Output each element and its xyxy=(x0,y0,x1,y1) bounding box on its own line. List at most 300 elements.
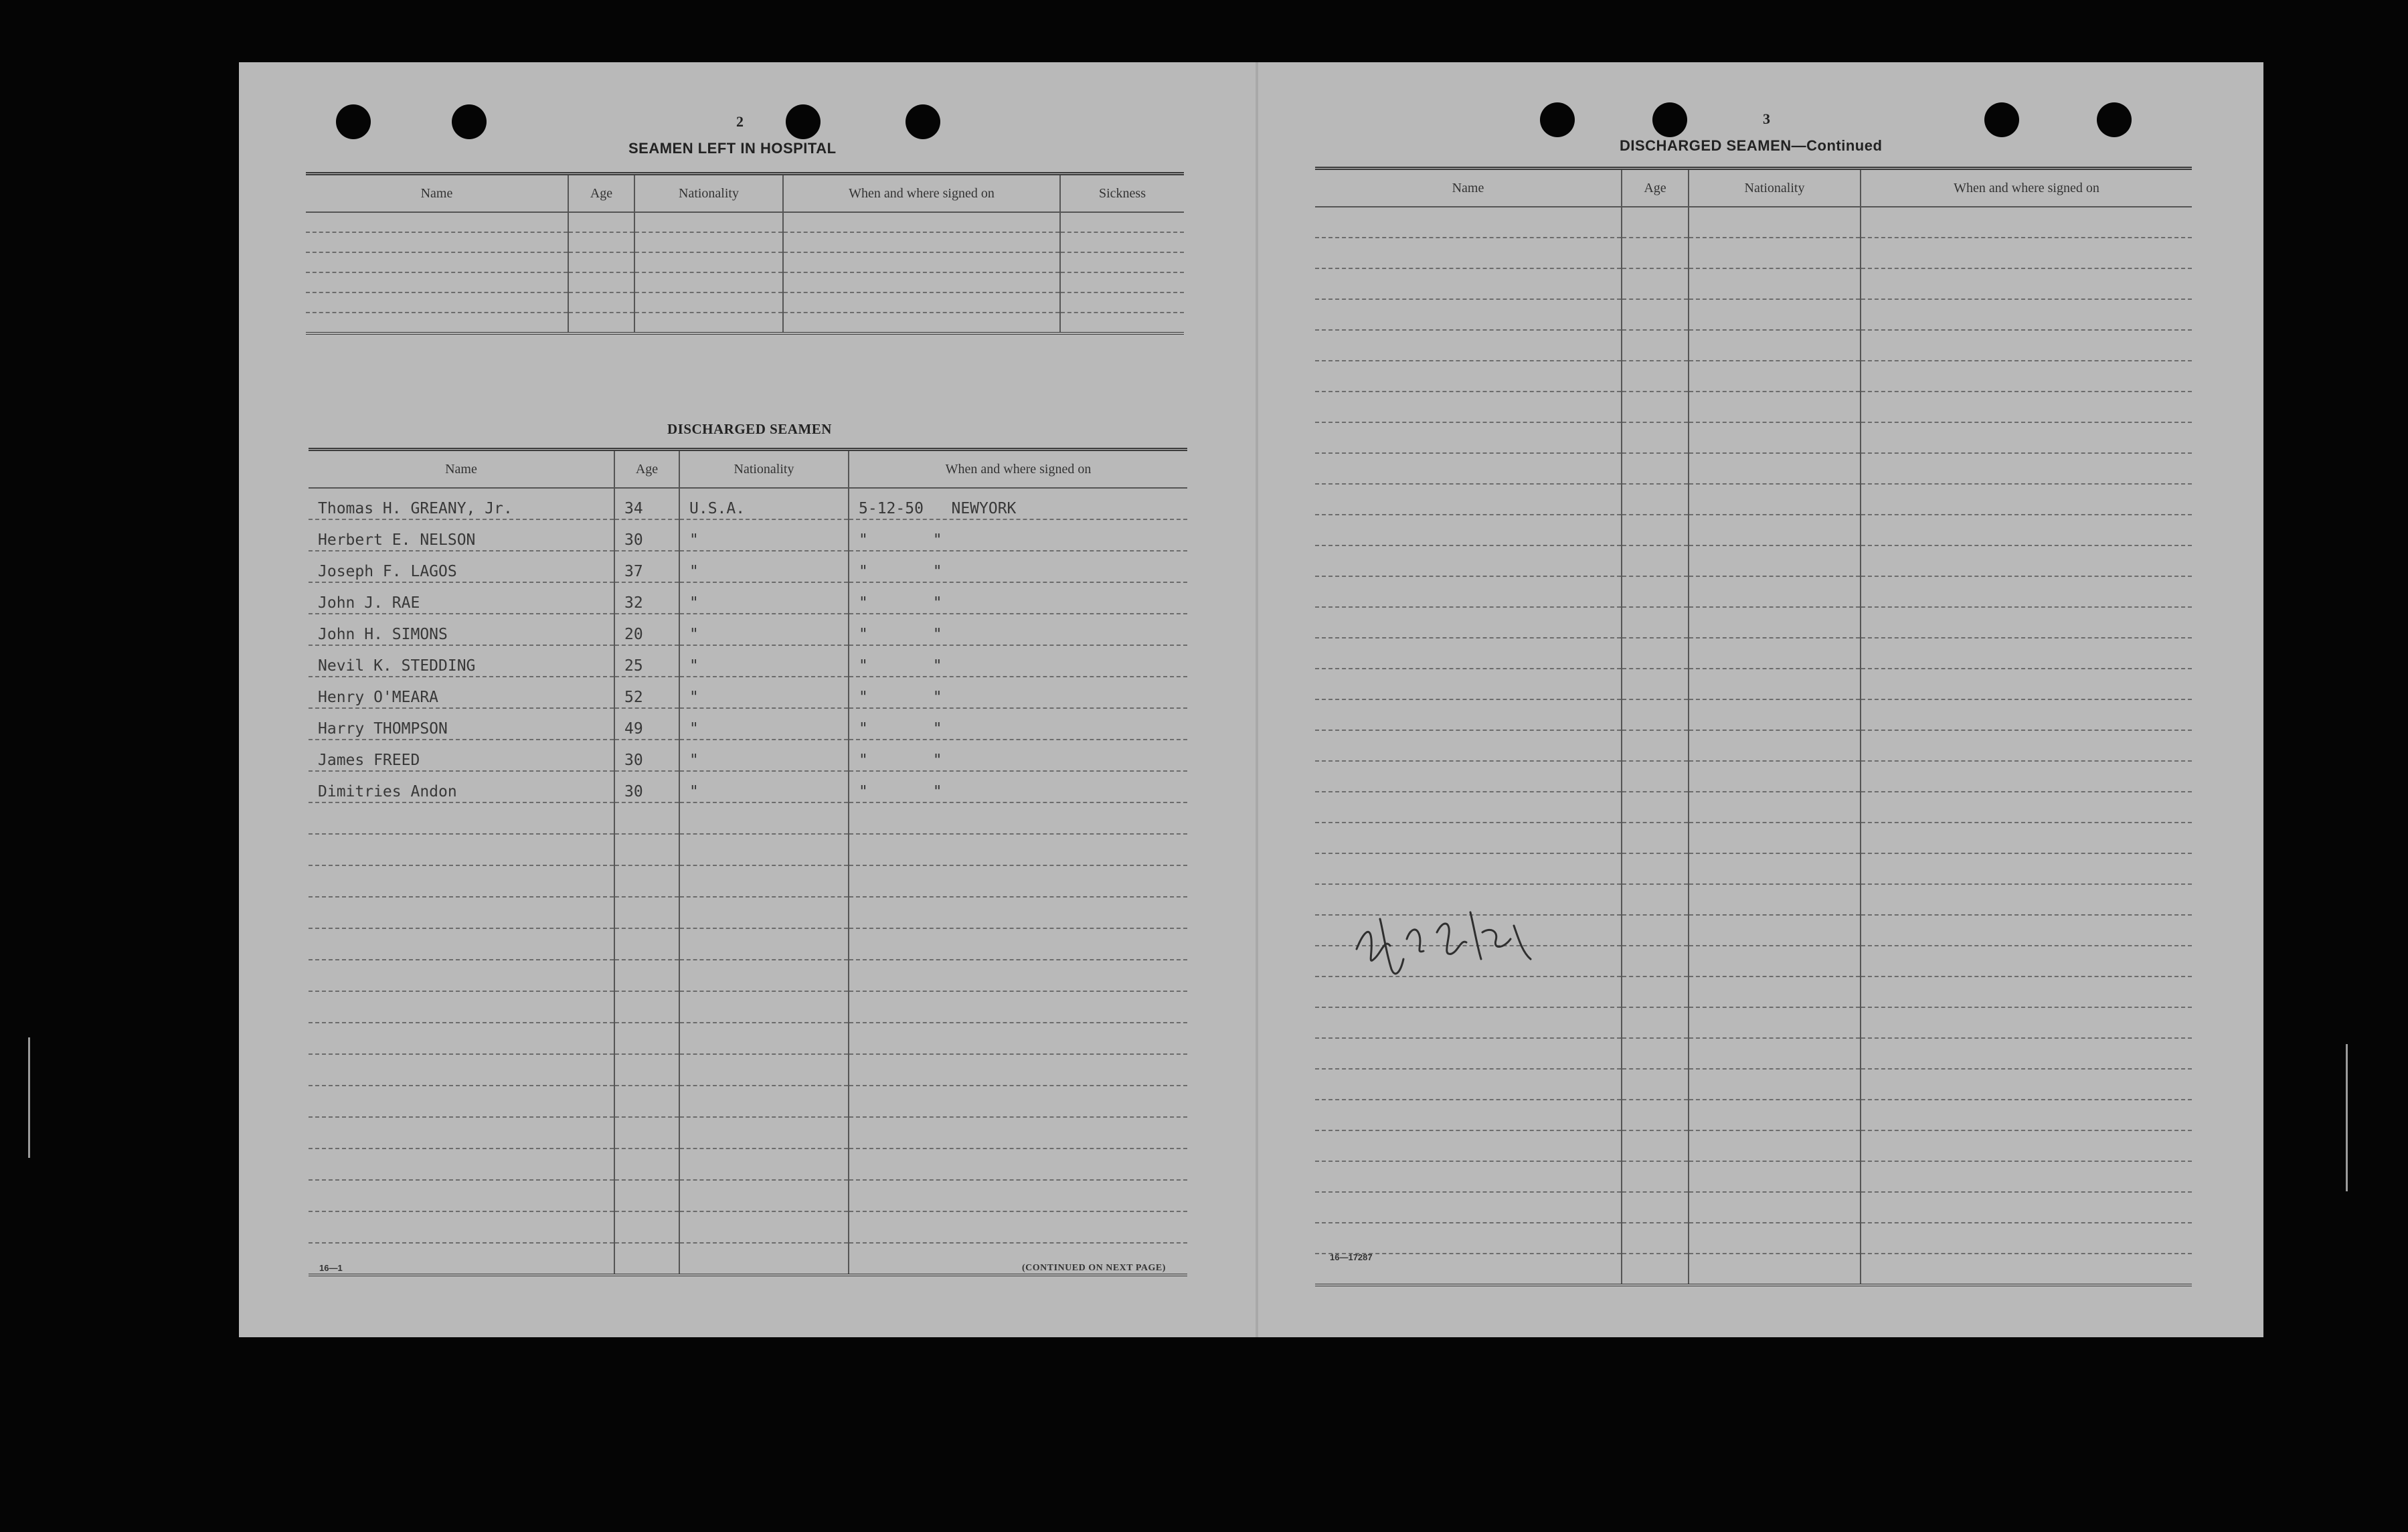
seaman-name-cell: Herbert E. NELSON xyxy=(309,519,614,551)
punch-hole-icon xyxy=(2097,102,2132,137)
sickness-cell xyxy=(1060,292,1184,313)
age-cell xyxy=(1622,761,1689,792)
name-cell xyxy=(309,897,614,928)
table-row xyxy=(1315,638,2192,669)
name-cell xyxy=(309,865,614,897)
age-cell xyxy=(1622,576,1689,607)
name-cell xyxy=(309,960,614,991)
nationality-cell xyxy=(1689,1223,1861,1254)
name-cell xyxy=(306,313,568,333)
nationality-cell xyxy=(679,1086,849,1117)
nationality-cell xyxy=(634,313,783,333)
signed-on-cell xyxy=(783,292,1060,313)
discharged-header-name: Name xyxy=(309,450,614,489)
age-cell xyxy=(1622,976,1689,1007)
seaman-age-cell: 25 xyxy=(614,645,679,677)
table-row xyxy=(309,802,1187,834)
punch-hole-icon xyxy=(336,104,371,139)
seaman-signed-on-cell: 5-12-50 NEWYORK xyxy=(849,488,1187,519)
table-row xyxy=(1315,238,2192,268)
nationality-cell xyxy=(634,272,783,292)
signed-on-cell xyxy=(1861,607,2192,638)
table-row xyxy=(1315,361,2192,392)
nationality-cell xyxy=(1689,1192,1861,1223)
name-cell xyxy=(309,1023,614,1054)
nationality-cell xyxy=(679,1243,849,1275)
signed-on-cell xyxy=(1861,946,2192,976)
signed-on-cell xyxy=(1861,976,2192,1007)
nationality-cell xyxy=(1689,730,1861,761)
nationality-cell xyxy=(1689,699,1861,730)
table-row xyxy=(306,313,1184,333)
signed-on-cell xyxy=(1861,792,2192,823)
signed-on-cell xyxy=(783,232,1060,252)
nationality-cell xyxy=(679,991,849,1023)
age-cell xyxy=(568,313,634,333)
nationality-cell xyxy=(1689,915,1861,946)
sickness-cell xyxy=(1060,272,1184,292)
punch-hole-icon xyxy=(786,104,821,139)
name-cell xyxy=(309,1243,614,1275)
nationality-cell xyxy=(1689,392,1861,422)
hospital-table xyxy=(306,172,1184,335)
name-cell xyxy=(1315,361,1622,392)
sickness-cell xyxy=(1060,212,1184,232)
table-row xyxy=(1315,761,2192,792)
name-cell xyxy=(1315,238,1622,268)
table-row xyxy=(1315,730,2192,761)
age-cell xyxy=(1622,545,1689,576)
signed-on-cell xyxy=(849,1023,1187,1054)
table-row xyxy=(306,292,1184,313)
nationality-cell xyxy=(1689,453,1861,484)
nationality-cell xyxy=(1689,669,1861,699)
name-cell xyxy=(1315,792,1622,823)
age-cell xyxy=(1622,1069,1689,1100)
age-cell xyxy=(1622,699,1689,730)
name-cell xyxy=(1315,853,1622,884)
nationality-cell xyxy=(1689,207,1861,238)
table-row xyxy=(1315,1100,2192,1130)
name-cell xyxy=(1315,1038,1622,1069)
table-row xyxy=(1315,207,2192,238)
table-row xyxy=(309,771,1187,802)
age-cell xyxy=(1622,1038,1689,1069)
signed-on-cell xyxy=(783,252,1060,272)
table-row xyxy=(306,212,1184,232)
age-cell xyxy=(614,928,679,960)
age-cell xyxy=(1622,330,1689,361)
age-cell xyxy=(614,1243,679,1275)
name-cell xyxy=(1315,207,1622,238)
age-cell xyxy=(1622,1254,1689,1285)
nationality-cell xyxy=(679,834,849,865)
signed-on-cell xyxy=(849,1086,1187,1117)
name-cell xyxy=(306,272,568,292)
signed-on-cell xyxy=(849,834,1187,865)
film-scratch xyxy=(28,1037,30,1158)
age-cell xyxy=(568,272,634,292)
age-cell xyxy=(568,212,634,232)
nationality-cell xyxy=(1689,1100,1861,1130)
signed-on-cell xyxy=(1861,361,2192,392)
signed-on-cell xyxy=(1861,915,2192,946)
table-row xyxy=(1315,1130,2192,1161)
signed-on-cell xyxy=(1861,1007,2192,1038)
nationality-cell xyxy=(1689,1130,1861,1161)
table-row xyxy=(306,272,1184,292)
table-row xyxy=(1315,853,2192,884)
table-row xyxy=(309,1180,1187,1211)
name-cell xyxy=(1315,823,1622,853)
nationality-cell xyxy=(1689,484,1861,515)
table-row xyxy=(309,645,1187,677)
signed-on-cell xyxy=(1861,238,2192,268)
age-cell xyxy=(614,834,679,865)
age-cell xyxy=(1622,1161,1689,1192)
document-sheet xyxy=(239,62,2263,1337)
age-cell xyxy=(1622,392,1689,422)
age-cell xyxy=(614,1086,679,1117)
hospital-header-sickness: Sickness xyxy=(1060,174,1184,213)
age-cell xyxy=(614,960,679,991)
nationality-cell xyxy=(1689,361,1861,392)
continued-table xyxy=(1315,167,2192,1286)
age-cell xyxy=(1622,484,1689,515)
table-row xyxy=(1315,1223,2192,1254)
signed-on-cell xyxy=(1861,730,2192,761)
table-row xyxy=(1315,1007,2192,1038)
nationality-cell xyxy=(1689,515,1861,545)
seaman-signed-on-cell: " " xyxy=(849,708,1187,740)
name-cell xyxy=(1315,576,1622,607)
age-cell xyxy=(1622,853,1689,884)
nationality-cell xyxy=(679,1180,849,1211)
age-cell xyxy=(568,232,634,252)
hospital-header-nationality: Nationality xyxy=(634,174,783,213)
age-cell xyxy=(1622,884,1689,915)
signed-on-cell xyxy=(1861,392,2192,422)
name-cell xyxy=(1315,1192,1622,1223)
seaman-name-cell: James FREED xyxy=(309,740,614,771)
age-cell xyxy=(1622,1007,1689,1038)
table-row xyxy=(309,708,1187,740)
signed-on-cell xyxy=(1861,638,2192,669)
signed-on-cell xyxy=(1861,699,2192,730)
signed-on-cell xyxy=(1861,330,2192,361)
age-cell xyxy=(614,1054,679,1086)
signed-on-cell xyxy=(1861,1038,2192,1069)
name-cell xyxy=(1315,453,1622,484)
signed-on-cell xyxy=(1861,515,2192,545)
table-row xyxy=(309,1148,1187,1180)
name-cell xyxy=(1315,268,1622,299)
seaman-nationality-cell: " xyxy=(679,771,849,802)
nationality-cell xyxy=(1689,422,1861,453)
name-cell xyxy=(1315,299,1622,330)
age-cell xyxy=(1622,1100,1689,1130)
signed-on-cell xyxy=(783,212,1060,232)
nationality-cell xyxy=(679,1211,849,1243)
continued-header-nationality: Nationality xyxy=(1689,169,1861,207)
nationality-cell xyxy=(1689,330,1861,361)
seaman-nationality-cell: " xyxy=(679,582,849,614)
name-cell xyxy=(309,802,614,834)
handwritten-signature-icon xyxy=(1343,892,1564,993)
age-cell xyxy=(1622,422,1689,453)
punch-hole-icon xyxy=(1984,102,2019,137)
signed-on-cell xyxy=(1861,1254,2192,1285)
name-cell xyxy=(306,232,568,252)
seaman-nationality-cell: " xyxy=(679,708,849,740)
seaman-signed-on-cell: " " xyxy=(849,771,1187,802)
name-cell xyxy=(309,991,614,1023)
name-cell xyxy=(309,1086,614,1117)
nationality-cell xyxy=(679,1148,849,1180)
table-row xyxy=(309,1054,1187,1086)
seaman-nationality-cell: " xyxy=(679,677,849,708)
age-cell xyxy=(614,802,679,834)
name-cell xyxy=(1315,669,1622,699)
name-cell xyxy=(1315,484,1622,515)
table-row xyxy=(1315,1069,2192,1100)
name-cell xyxy=(1315,761,1622,792)
name-cell xyxy=(1315,330,1622,361)
age-cell xyxy=(1622,1223,1689,1254)
seaman-signed-on-cell: " " xyxy=(849,614,1187,645)
name-cell xyxy=(1315,545,1622,576)
signed-on-cell xyxy=(1861,853,2192,884)
age-cell xyxy=(614,1117,679,1148)
nationality-cell xyxy=(1689,1254,1861,1285)
seaman-age-cell: 30 xyxy=(614,519,679,551)
table-row xyxy=(1315,453,2192,484)
seaman-signed-on-cell: " " xyxy=(849,582,1187,614)
age-cell xyxy=(1622,361,1689,392)
nationality-cell xyxy=(1689,946,1861,976)
nationality-cell xyxy=(1689,545,1861,576)
table-row xyxy=(1315,1038,2192,1069)
signed-on-cell xyxy=(1861,1161,2192,1192)
nationality-cell xyxy=(1689,976,1861,1007)
signed-on-cell xyxy=(849,960,1187,991)
seaman-name-cell: John J. RAE xyxy=(309,582,614,614)
seaman-signed-on-cell: " " xyxy=(849,677,1187,708)
left-page-number: 2 xyxy=(736,113,744,130)
name-cell xyxy=(1315,1007,1622,1038)
name-cell xyxy=(309,1117,614,1148)
table-row xyxy=(1315,268,2192,299)
nationality-cell xyxy=(679,1054,849,1086)
seaman-age-cell: 34 xyxy=(614,488,679,519)
discharged-header-nationality: Nationality xyxy=(679,450,849,489)
signed-on-cell xyxy=(1861,453,2192,484)
nationality-cell xyxy=(1689,1069,1861,1100)
table-row xyxy=(309,1086,1187,1117)
signed-on-cell xyxy=(1861,669,2192,699)
continued-section-title: DISCHARGED SEAMEN—Continued xyxy=(1620,137,1883,154)
table-row xyxy=(309,991,1187,1023)
table-row xyxy=(306,232,1184,252)
signed-on-cell xyxy=(849,1117,1187,1148)
signed-on-cell xyxy=(849,897,1187,928)
nationality-cell xyxy=(1689,1161,1861,1192)
nationality-cell xyxy=(1689,268,1861,299)
age-cell xyxy=(1622,268,1689,299)
nationality-cell xyxy=(679,1117,849,1148)
nationality-cell xyxy=(1689,792,1861,823)
seaman-nationality-cell: " xyxy=(679,740,849,771)
nationality-cell xyxy=(679,1023,849,1054)
age-cell xyxy=(1622,792,1689,823)
seaman-nationality-cell: " xyxy=(679,645,849,677)
nationality-cell xyxy=(679,865,849,897)
film-scratch xyxy=(2346,1044,2348,1191)
name-cell xyxy=(1315,1223,1622,1254)
sickness-cell xyxy=(1060,232,1184,252)
age-cell xyxy=(614,991,679,1023)
signed-on-cell xyxy=(783,272,1060,292)
name-cell xyxy=(1315,392,1622,422)
age-cell xyxy=(1622,946,1689,976)
table-row xyxy=(1315,330,2192,361)
nationality-cell xyxy=(634,212,783,232)
signed-on-cell xyxy=(1861,1223,2192,1254)
seaman-name-cell: Dimitries Andon xyxy=(309,771,614,802)
signed-on-cell xyxy=(849,802,1187,834)
signed-on-cell xyxy=(1861,545,2192,576)
seaman-name-cell: Thomas H. GREANY, Jr. xyxy=(309,488,614,519)
age-cell xyxy=(1622,607,1689,638)
table-row xyxy=(1315,576,2192,607)
seaman-nationality-cell: U.S.A. xyxy=(679,488,849,519)
table-row xyxy=(1315,823,2192,853)
age-cell xyxy=(1622,1192,1689,1223)
seaman-signed-on-cell: " " xyxy=(849,551,1187,582)
signed-on-cell xyxy=(1861,576,2192,607)
seaman-signed-on-cell: " " xyxy=(849,519,1187,551)
signed-on-cell xyxy=(849,865,1187,897)
signed-on-cell xyxy=(1861,884,2192,915)
name-cell xyxy=(309,1211,614,1243)
age-cell xyxy=(1622,299,1689,330)
nationality-cell xyxy=(1689,1007,1861,1038)
name-cell xyxy=(1315,1100,1622,1130)
age-cell xyxy=(614,897,679,928)
signed-on-cell xyxy=(849,1180,1187,1211)
seaman-nationality-cell: " xyxy=(679,519,849,551)
age-cell xyxy=(1622,238,1689,268)
age-cell xyxy=(1622,207,1689,238)
nationality-cell xyxy=(634,292,783,313)
name-cell xyxy=(1315,699,1622,730)
table-row xyxy=(309,1117,1187,1148)
nationality-cell xyxy=(679,802,849,834)
table-row xyxy=(309,865,1187,897)
age-cell xyxy=(1622,1130,1689,1161)
seaman-age-cell: 49 xyxy=(614,708,679,740)
nationality-cell xyxy=(1689,576,1861,607)
name-cell xyxy=(309,1148,614,1180)
nationality-cell xyxy=(679,897,849,928)
age-cell xyxy=(1622,515,1689,545)
signed-on-cell xyxy=(1861,761,2192,792)
table-row xyxy=(1315,1254,2192,1285)
name-cell xyxy=(309,928,614,960)
nationality-cell xyxy=(1689,638,1861,669)
name-cell xyxy=(1315,1130,1622,1161)
name-cell xyxy=(1315,638,1622,669)
table-row xyxy=(309,551,1187,582)
nationality-cell xyxy=(1689,607,1861,638)
signed-on-cell xyxy=(849,991,1187,1023)
table-row xyxy=(309,519,1187,551)
age-cell xyxy=(568,292,634,313)
nationality-cell xyxy=(1689,1038,1861,1069)
left-form-number: 16—1 xyxy=(319,1263,343,1273)
age-cell xyxy=(614,865,679,897)
sickness-cell xyxy=(1060,313,1184,333)
nationality-cell xyxy=(1689,884,1861,915)
nationality-cell xyxy=(1689,238,1861,268)
signed-on-cell xyxy=(1861,207,2192,238)
name-cell xyxy=(1315,1161,1622,1192)
page-fold xyxy=(1256,62,1258,1337)
table-row xyxy=(309,1211,1187,1243)
punch-hole-icon xyxy=(1540,102,1575,137)
nationality-cell xyxy=(1689,853,1861,884)
table-row xyxy=(309,488,1187,519)
table-row xyxy=(309,614,1187,645)
table-row xyxy=(309,677,1187,708)
nationality-cell xyxy=(634,232,783,252)
table-row xyxy=(309,1023,1187,1054)
seaman-age-cell: 37 xyxy=(614,551,679,582)
discharged-section-title: DISCHARGED SEAMEN xyxy=(667,421,832,437)
signed-on-cell xyxy=(1861,422,2192,453)
signed-on-cell xyxy=(849,1054,1187,1086)
seaman-nationality-cell: " xyxy=(679,551,849,582)
age-cell xyxy=(1622,669,1689,699)
name-cell xyxy=(309,1180,614,1211)
signed-on-cell xyxy=(1861,268,2192,299)
age-cell xyxy=(1622,638,1689,669)
sickness-cell xyxy=(1060,252,1184,272)
right-page-number: 3 xyxy=(1763,110,1770,127)
seaman-age-cell: 30 xyxy=(614,771,679,802)
name-cell xyxy=(1315,607,1622,638)
signed-on-cell xyxy=(849,928,1187,960)
discharged-header-signed-on: When and where signed on xyxy=(849,450,1187,489)
nationality-cell xyxy=(634,252,783,272)
signed-on-cell xyxy=(849,1148,1187,1180)
table-row xyxy=(1315,392,2192,422)
seaman-name-cell: Henry O'MEARA xyxy=(309,677,614,708)
name-cell xyxy=(306,252,568,272)
table-row xyxy=(1315,669,2192,699)
table-row xyxy=(306,252,1184,272)
name-cell xyxy=(1315,1069,1622,1100)
punch-hole-icon xyxy=(906,104,940,139)
seaman-age-cell: 20 xyxy=(614,614,679,645)
seaman-signed-on-cell: " " xyxy=(849,645,1187,677)
signed-on-cell xyxy=(1861,1192,2192,1223)
signed-on-cell xyxy=(1861,1130,2192,1161)
seaman-name-cell: Nevil K. STEDDING xyxy=(309,645,614,677)
seaman-nationality-cell: " xyxy=(679,614,849,645)
discharged-table xyxy=(309,448,1187,1276)
table-row xyxy=(1315,1161,2192,1192)
